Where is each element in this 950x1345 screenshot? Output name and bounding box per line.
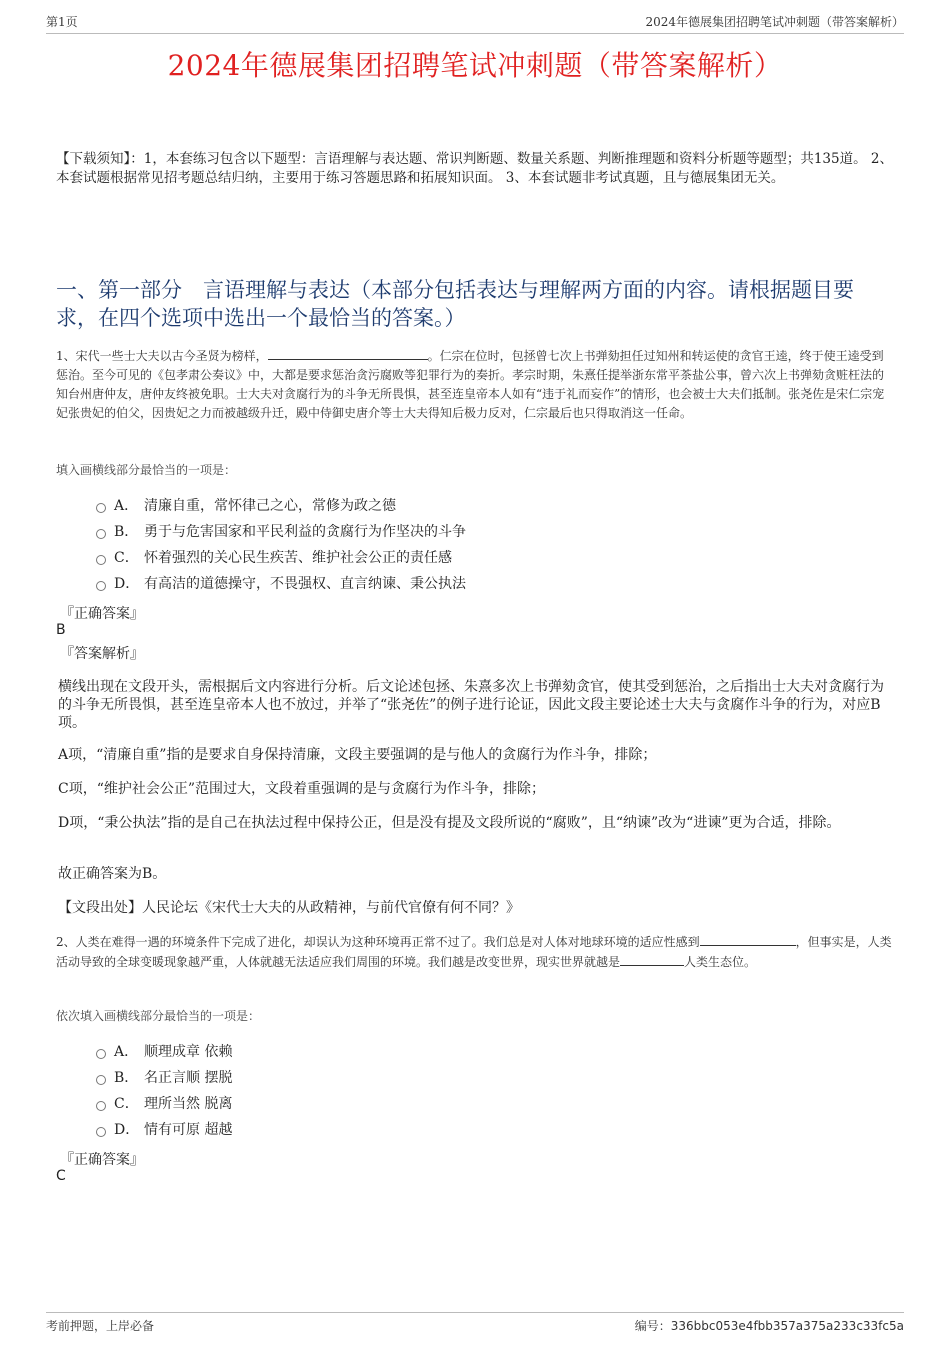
option-b[interactable]: B． 名正言顺 摆脱 bbox=[96, 1064, 232, 1090]
question-1-prompt: 填入画横线部分最恰当的一项是： bbox=[56, 463, 237, 477]
page-header bbox=[46, 14, 904, 34]
radio-button-icon[interactable] bbox=[96, 1075, 106, 1085]
question-2-stem bbox=[56, 932, 894, 972]
radio-button-icon[interactable] bbox=[96, 1049, 106, 1059]
radio-button-icon[interactable] bbox=[96, 581, 106, 591]
question-1-options bbox=[96, 492, 466, 596]
page-number: 第1页 bbox=[46, 15, 78, 29]
correct-answer-label: 『正确答案』 bbox=[60, 1152, 144, 1168]
header-doc-title: 2024年德展集团招聘笔试冲刺题（带答案解析） bbox=[645, 15, 904, 29]
analysis-paragraph: 横线出现在文段开头，需根据后文内容进行分析。后文论述包拯、朱熹多次上书弹劾贪官，使其受到惩治，之后指出士大夫对贪腐行为的斗争无所畏惧，甚至连皇帝本人也不放过，并举了“张尧佐”的例子进行论证，因此文段主要论述士大夫与贪腐作斗争的行为，对应B项。 bbox=[58, 679, 884, 731]
document-title: 2024年德展集团招聘笔试冲刺题（带答案解析） bbox=[167, 49, 783, 82]
radio-button-icon[interactable] bbox=[96, 503, 106, 513]
analysis-paragraph: D项，“秉公执法”指的是自己在执法过程中保持公正，但是没有提及文段所说的“腐败”，且“纳谏”改为“进谏”更为合适，排除。 bbox=[58, 815, 841, 831]
option-a[interactable]: A． 顺理成章 依赖 bbox=[96, 1038, 232, 1064]
analysis-label: 『答案解析』 bbox=[60, 646, 144, 662]
section-heading: 一、第一部分 言语理解与表达（本部分包括表达与理解两方面的内容。请根据题目要求，在四个选项中选出一个最恰当的答案。） bbox=[56, 278, 854, 330]
question-1-stem bbox=[56, 346, 894, 423]
document-code: 编号：336bbc053e4fbb357a375a233c33fc5a bbox=[634, 1319, 904, 1333]
correct-answer: B bbox=[56, 622, 66, 638]
question-2-stem-end: 人类生态位。 bbox=[684, 955, 757, 969]
radio-button-icon[interactable] bbox=[96, 555, 106, 565]
radio-button-icon[interactable] bbox=[96, 1101, 106, 1111]
analysis-paragraph: C项，“维护社会公正”范围过大，文段着重强调的是与贪腐行为作斗争，排除； bbox=[58, 781, 546, 797]
question-2-stem-start: 2、人类在难得一遇的环境条件下完成了进化，却误认为这种环境再正常不过了。我们总是对人体对地球环境的适应性感到 bbox=[56, 935, 700, 949]
radio-button-icon[interactable] bbox=[96, 1127, 106, 1137]
radio-button-icon[interactable] bbox=[96, 529, 106, 539]
question-2-prompt: 依次填入画横线部分最恰当的一项是： bbox=[56, 1009, 261, 1023]
option-c[interactable]: C． 怀着强烈的关心民生疾苦、维护社会公正的责任感 bbox=[96, 544, 466, 570]
fill-blank bbox=[268, 346, 428, 360]
analysis-conclusion: 故正确答案为B。 bbox=[58, 866, 167, 882]
source-citation: 【文段出处】人民论坛《宋代士大夫的从政精神，与前代官僚有何不同？》 bbox=[58, 900, 520, 916]
option-b[interactable]: B． 勇于与危害国家和平民利益的贪腐行为作坚决的斗争 bbox=[96, 518, 466, 544]
analysis-paragraph: A项，“清廉自重”指的是要求自身保持清廉，文段主要强调的是与他人的贪腐行为作斗争，排除； bbox=[58, 747, 657, 763]
option-d[interactable]: D． 情有可原 超越 bbox=[96, 1116, 232, 1142]
fill-blank bbox=[620, 952, 684, 966]
footer-slogan: 考前押题，上岸必备 bbox=[46, 1319, 155, 1333]
option-d[interactable]: D． 有高洁的道德操守，不畏强权、直言纳谏、秉公执法 bbox=[96, 570, 466, 596]
question-1-stem-start: 1、宋代一些士大夫以古今圣贤为榜样， bbox=[56, 349, 268, 363]
question-1-stem-rest: 。仁宗在位时，包拯曾七次上书弹劾担任过知州和转运使的贪官王逵，终于使王逵受到惩治。至今可见的《包孝肃公奏议》中，大都是要求惩治贪污腐败等犯罪行为的奏折。孝宗时期，朱熹任提举浙东常平茶盐公事，曾六次上书弹劾贪赃枉法的知台州唐仲友，唐仲友终被免职。士大夫对贪腐行为的斗争无所畏惧，甚至连皇帝本人如有“违于礼而妄作”的情形，也会被士大夫们抵制。张尧佐是宋仁宗宠妃张贵妃的伯父，因贵妃之力而被越级升迁，殿中侍御史唐介等士大夫得知后极力反对，仁宗最后也只得取消这一任命。 bbox=[56, 349, 885, 420]
option-a[interactable]: A． 清廉自重，常怀律己之心，常修为政之德 bbox=[96, 492, 466, 518]
option-c[interactable]: C． 理所当然 脱离 bbox=[96, 1090, 232, 1116]
download-notice: 【下载须知】：1，本套练习包含以下题型：言语理解与表达题、常识判断题、数量关系题、判断推理题和资料分析题等题型；共135道。 2、本套试题根据常见招考题总结归纳，主要用于练习答题思路和拓展知识面。 3、本套试题非考试真题，且与德展集团无关。 bbox=[56, 151, 893, 186]
question-2-options bbox=[96, 1038, 232, 1142]
fill-blank bbox=[700, 932, 796, 946]
question-2-stem-middle: ，但事实是，人类活动导致的全球变暖现象越严重，人体就越无法适应我们周围的环境。我们越是改变世界，现实世界就越是 bbox=[56, 935, 892, 969]
page-footer bbox=[46, 1312, 904, 1334]
correct-answer: C bbox=[56, 1168, 66, 1184]
correct-answer-label: 『正确答案』 bbox=[60, 606, 144, 622]
